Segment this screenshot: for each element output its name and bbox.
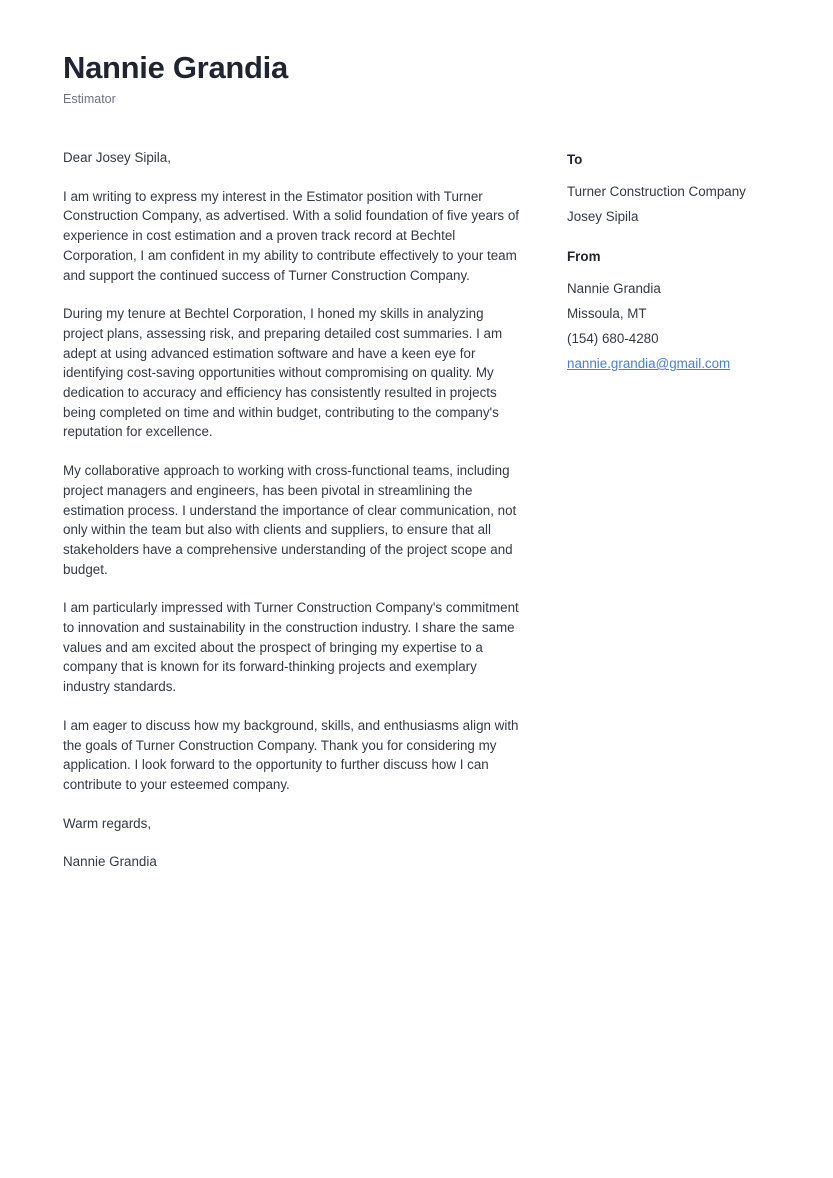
recipient-company: Turner Construction Company — [567, 184, 746, 199]
letter-paragraph: I am writing to express my interest in the Estimator position with Turner Construction Company, as advertised. With a solid foundation of five years of experience in cost estimation and a proven track record at Bechtel Corporation, I am confident in my ability to contribute effectively to your team and support the continued success of Turner Construction Company. — [63, 188, 520, 283]
recipient-heading: To — [567, 152, 583, 167]
applicant-name: Nannie Grandia — [63, 50, 288, 85]
letter-paragraph: My collaborative approach to working with cross-functional teams, including project managers and engineers, has been pivotal in streamlining the estimation process. I understand the importance of clear communication, not only within the team but also with clients and suppliers, to ensure that all stakeholders have a comprehensive understanding of the project scope and budget. — [63, 463, 517, 577]
recipient-contact-name: Josey Sipila — [567, 209, 639, 224]
recipient-block — [567, 150, 787, 229]
letter-paragraph: I am particularly impressed with Turner Construction Company's commitment to innovation and sustainability in the construction industry. I share the same values and am excited about the prospect of bringing my expertise to a company that is known for its forward-thinking projects and exemplary industry standards. — [63, 600, 519, 695]
letter-paragraph: During my tenure at Bechtel Corporation, I honed my skills in analyzing project plans, assessing risk, and preparing detailed cost summaries. I am adept at using advanced estimation software and have a keen eye for identifying cost-saving opportunities without compromising on quality. My dedication to accuracy and efficiency has consistently resulted in projects being completed on time and within budget, contributing to the company's reputation for excellence. — [63, 306, 503, 440]
letter-sidebar — [567, 150, 787, 376]
sender-email-row — [567, 351, 787, 376]
signature-name: Nannie Grandia — [63, 854, 157, 870]
salutation: Dear Josey Sipila, — [63, 150, 171, 165]
sender-phone: (154) 680-4280 — [567, 331, 659, 346]
sender-heading: From — [567, 249, 601, 264]
closing-phrase: Warm regards, — [63, 815, 152, 831]
sender-location: Missoula, MT — [567, 306, 647, 321]
applicant-job-title: Estimator — [63, 92, 116, 106]
letter-body — [63, 148, 521, 872]
letter-header — [63, 50, 533, 107]
letter-paragraph: I am eager to discuss how my background, skills, and enthusiasms align with the goals of Turner Construction Company. Thank you for considering my application. I look forward to the opportunity to further discuss how I can contribute to your esteemed company. — [63, 717, 519, 792]
sender-block — [567, 247, 787, 376]
sender-email-link[interactable]: nannie.grandia@gmail.com — [567, 356, 731, 371]
sender-name: Nannie Grandia — [567, 281, 661, 296]
